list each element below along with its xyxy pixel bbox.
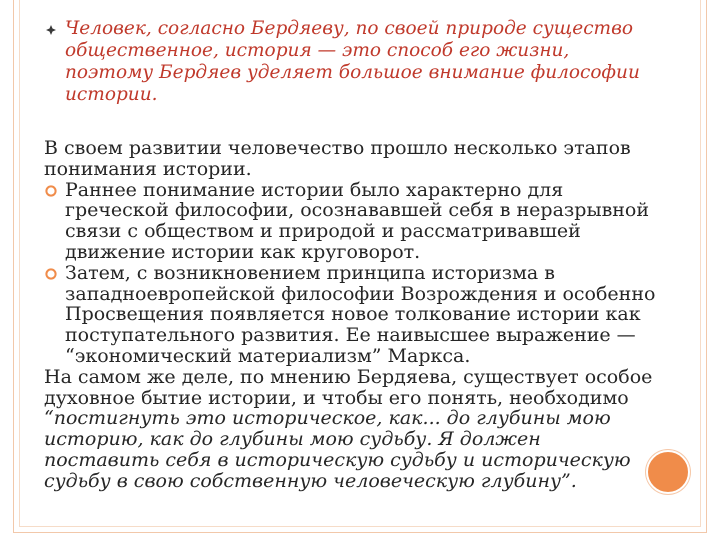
closing-quote-line: поставить себя в историческую судьбу и историческую (44, 448, 631, 471)
quote-line: поэтому Бердяев уделяет большое внимание философии (65, 62, 640, 83)
list-item-line: Просвещения появляется новое толкование истории как (65, 303, 641, 326)
list-item-line: Затем, с возникновением принципа историзма в (65, 261, 555, 284)
list-item-line: движение истории как круговорот. (65, 240, 421, 263)
closing-line: На самом же деле, по мнению Бердяева, существует особое (44, 365, 653, 388)
intro-line: понимания истории. (44, 157, 252, 180)
diamond-fleuron-icon (46, 25, 56, 35)
ring-bullet-icon (45, 185, 57, 197)
list-item-line: греческой философии, осознававшей себя в неразрывной (65, 199, 650, 222)
list-item-line: “экономический материализм” Маркса. (65, 344, 471, 367)
closing-paragraph (44, 367, 684, 492)
intro-paragraph (44, 138, 684, 180)
quote-line: истории. (65, 84, 158, 105)
closing-quote-line: судьбу в свою собственную человеческую глубину”. (44, 469, 577, 492)
slide-content (44, 18, 684, 492)
ring-bullet-icon (45, 268, 57, 280)
closing-line: духовное бытие истории, и чтобы его понять, необходимо (44, 386, 629, 409)
list-item (44, 263, 684, 367)
quote-block (44, 18, 684, 106)
list-item-line: поступательного развития. Ее наивысшее выражение — (65, 324, 636, 347)
closing-quote-line: “постигнуть это историческое, как... до глубины мою (44, 407, 611, 430)
quote-line: Человек, согласно Бердяеву, по своей природе существо (65, 18, 633, 39)
closing-quote-line: историю, как до глубины мою судьбу. Я должен (44, 428, 541, 451)
list-item-line: связи с обществом и природой и рассматривавшей (65, 220, 581, 243)
intro-line: В своем развитии человечество прошло несколько этапов (44, 137, 631, 159)
decorative-circle (646, 450, 690, 494)
list-item-line: западноевропейской философии Возрождения и особенно (65, 282, 656, 305)
list-item (44, 180, 684, 263)
list-item-line: Раннее понимание истории было характерно для (65, 178, 564, 201)
quote-line: общественное, история — это способ его жизни, (65, 40, 570, 61)
